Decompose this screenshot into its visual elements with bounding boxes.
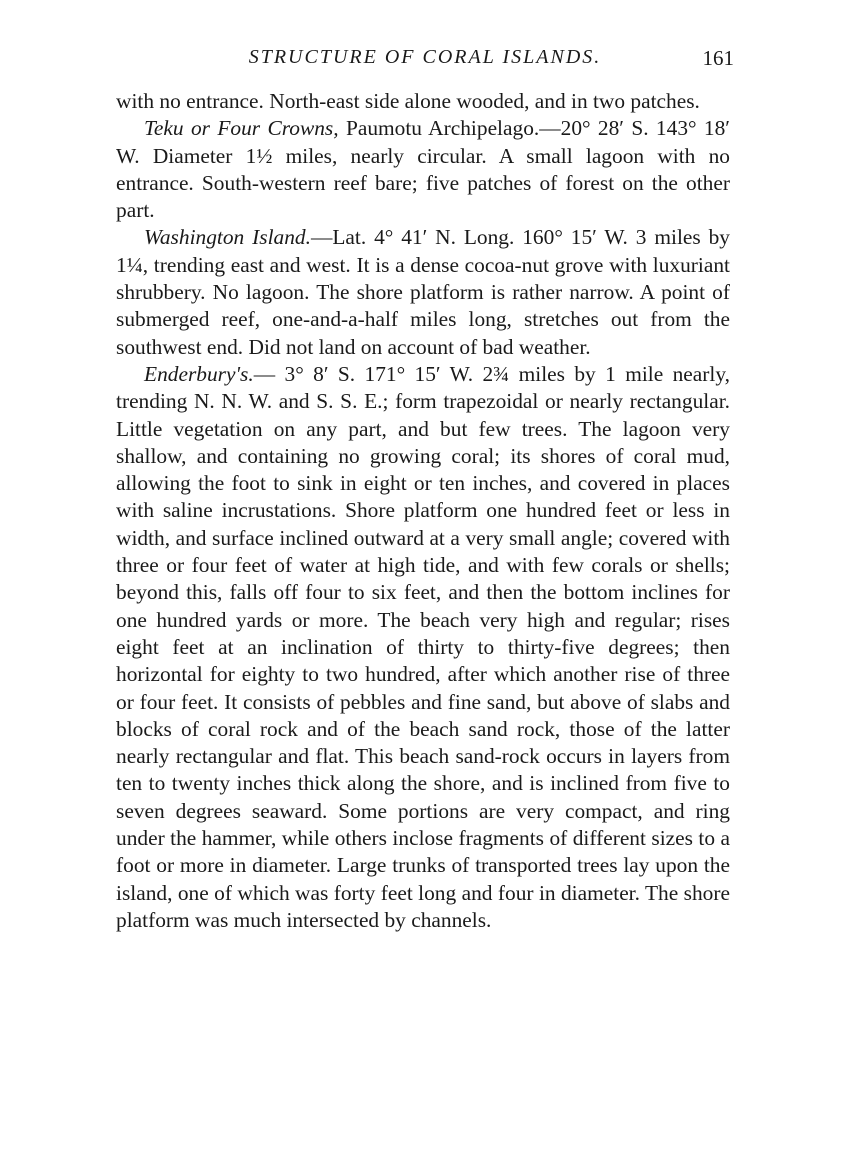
running-head: STRUCTURE OF CORAL ISLANDS.: [248, 46, 602, 68]
place-name: Washington Island.: [144, 225, 311, 250]
place-name: Teku or Four Crowns,: [144, 116, 339, 141]
entry-teku: [116, 115, 730, 224]
entry-text: Paumotu Archipelago.—20° 28′ S. 143° 18′ W. Diameter 1½ miles, nearly circular. A small lagoon with no entrance. South-western reef bare; five patches of forest on the other part.: [116, 116, 730, 223]
page-header: [116, 46, 734, 76]
paragraph-continuation: [116, 88, 730, 115]
paragraph-text: with no entrance. North-east side alone wooded, and in two patches.: [116, 89, 700, 113]
entry-text: — 3° 8′ S. 171° 15′ W. 2¾ miles by 1 mile nearly, trending N. N. W. and S. S. E.; form trapezoidal or nearly rectangular. Little vegetation on any part, and but few trees. The lagoon very shallow, and containing no growing coral; its shores of coral mud, allowing the foot to sink in eight or ten inches, and covered in places with saline incrustations. Shore platform one hundred feet or less in width, and surface inclined outward at a very small angle; covered with three or four feet of water at high tide, and with few corals or shells; beyond this, falls off four to six feet, and then the bottom inclines for one hundred yards or more. The beach very high and regular; rises eight feet at an inclination of thirty to thirty-five degrees; then horizontal for eighty to two hundred, after which another rise of three or four feet. It consists of pebbles and fine sand, but above of slabs and blocks of coral rock and of the beach sand rock, those of the latter nearly rectangular and flat. This beach sand-rock occurs in layers from ten to twenty inches thick along the shore, and is inclined from five to seven degrees seaward. Some portions are very compact, and ring under the hammer, while others inclose fragments of different sizes to a foot or more in diameter. Large trunks of transported trees lay upon the island, one of which was forty feet long and four in diameter. The shore platform was much intersected by channels.: [116, 361, 730, 932]
page-number: 161: [702, 46, 734, 70]
entry-washington-island: [116, 224, 730, 360]
entry-text: —Lat. 4° 41′ N. Long. 160° 15′ W. 3 miles by 1¼, trending east and west. It is a dense cocoa-nut grove with luxuriant shrubbery. No lagoon. The shore platform is rather narrow. A point of submerged reef, one-and-a-half miles long, stretches out from the southwest end. Did not land on account of bad weather.: [116, 225, 730, 359]
entry-enderbury: [116, 361, 730, 934]
place-name: Enderbury's.: [144, 361, 254, 386]
body-text: [116, 88, 730, 934]
